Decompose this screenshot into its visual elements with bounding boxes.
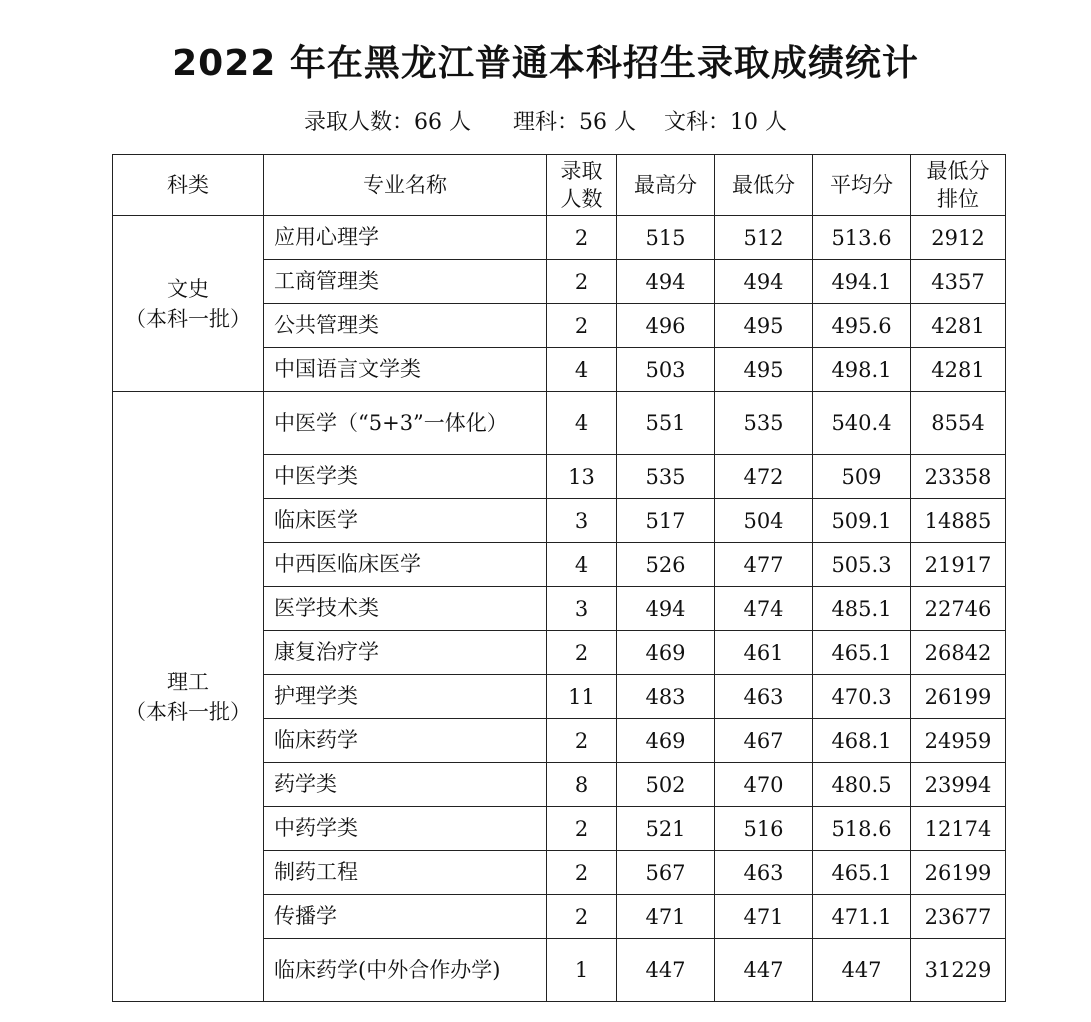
min-score-cell: 467 — [715, 719, 813, 763]
major-cell: 传播学 — [264, 895, 547, 939]
min-rank-cell: 22746 — [911, 587, 1006, 631]
max-score-cell: 502 — [617, 763, 715, 807]
admitted-cell: 8 — [547, 763, 617, 807]
avg-score-cell: 480.5 — [813, 763, 911, 807]
avg-score-cell: 485.1 — [813, 587, 911, 631]
max-score-cell: 521 — [617, 807, 715, 851]
min-rank-cell: 23358 — [911, 455, 1006, 499]
table-body — [113, 216, 1006, 1002]
avg-score-cell: 505.3 — [813, 543, 911, 587]
admitted-cell: 11 — [547, 675, 617, 719]
max-score-cell: 551 — [617, 392, 715, 455]
min-rank-cell: 12174 — [911, 807, 1006, 851]
avg-score-cell: 468.1 — [813, 719, 911, 763]
header-min-rank: 最低分排位 — [911, 155, 1006, 216]
category-cell: 文史 （本科一批） — [113, 216, 264, 392]
avg-score-cell: 494.1 — [813, 260, 911, 304]
max-score-cell: 483 — [617, 675, 715, 719]
max-score-cell: 496 — [617, 304, 715, 348]
admitted-cell: 13 — [547, 455, 617, 499]
admitted-cell: 2 — [547, 851, 617, 895]
table-row — [113, 392, 1006, 455]
max-score-cell: 469 — [617, 719, 715, 763]
avg-score-cell: 495.6 — [813, 304, 911, 348]
avg-score-cell: 513.6 — [813, 216, 911, 260]
avg-score-cell: 447 — [813, 939, 911, 1002]
page-title: 2022 年在黑龙江普通本科招生录取成绩统计 — [172, 43, 919, 84]
min-score-cell: 447 — [715, 939, 813, 1002]
min-rank-cell: 21917 — [911, 543, 1006, 587]
major-cell: 制药工程 — [264, 851, 547, 895]
min-rank-cell: 23994 — [911, 763, 1006, 807]
header-min-score: 最低分 — [715, 155, 813, 216]
min-rank-cell: 2912 — [911, 216, 1006, 260]
min-score-cell: 463 — [715, 675, 813, 719]
max-score-cell: 447 — [617, 939, 715, 1002]
admission-summary: 录取人数：66 人 理科：56 人 文科：10 人 — [304, 110, 787, 135]
avg-score-cell: 471.1 — [813, 895, 911, 939]
min-score-cell: 535 — [715, 392, 813, 455]
min-rank-cell: 26199 — [911, 675, 1006, 719]
major-cell: 应用心理学 — [264, 216, 547, 260]
header-max-score: 最高分 — [617, 155, 715, 216]
admitted-cell: 4 — [547, 348, 617, 392]
major-cell: 医学技术类 — [264, 587, 547, 631]
major-cell: 药学类 — [264, 763, 547, 807]
min-rank-cell: 31229 — [911, 939, 1006, 1002]
min-score-cell: 470 — [715, 763, 813, 807]
min-score-cell: 504 — [715, 499, 813, 543]
max-score-cell: 535 — [617, 455, 715, 499]
admitted-cell: 1 — [547, 939, 617, 1002]
max-score-cell: 494 — [617, 587, 715, 631]
max-score-cell: 515 — [617, 216, 715, 260]
min-rank-cell: 4357 — [911, 260, 1006, 304]
major-cell: 工商管理类 — [264, 260, 547, 304]
avg-score-cell: 498.1 — [813, 348, 911, 392]
major-cell: 中医学类 — [264, 455, 547, 499]
max-score-cell: 494 — [617, 260, 715, 304]
min-score-cell: 474 — [715, 587, 813, 631]
min-score-cell: 472 — [715, 455, 813, 499]
avg-score-cell: 518.6 — [813, 807, 911, 851]
table-header-row — [113, 155, 1006, 216]
min-score-cell: 512 — [715, 216, 813, 260]
major-cell: 康复治疗学 — [264, 631, 547, 675]
max-score-cell: 526 — [617, 543, 715, 587]
max-score-cell: 517 — [617, 499, 715, 543]
min-rank-cell: 4281 — [911, 304, 1006, 348]
min-score-cell: 477 — [715, 543, 813, 587]
major-cell: 中西医临床医学 — [264, 543, 547, 587]
major-cell: 临床药学(中外合作办学) — [264, 939, 547, 1002]
major-cell: 中医学（“5+3”一体化） — [264, 392, 547, 455]
header-avg-score: 平均分 — [813, 155, 911, 216]
admitted-cell: 2 — [547, 260, 617, 304]
min-score-cell: 495 — [715, 304, 813, 348]
header-category: 科类 — [113, 155, 264, 216]
major-cell: 临床医学 — [264, 499, 547, 543]
major-cell: 中国语言文学类 — [264, 348, 547, 392]
min-score-cell: 494 — [715, 260, 813, 304]
header-admitted: 录取人数 — [547, 155, 617, 216]
major-cell: 临床药学 — [264, 719, 547, 763]
min-rank-cell: 23677 — [911, 895, 1006, 939]
admitted-cell: 3 — [547, 499, 617, 543]
max-score-cell: 567 — [617, 851, 715, 895]
min-score-cell: 516 — [715, 807, 813, 851]
admitted-cell: 3 — [547, 587, 617, 631]
max-score-cell: 469 — [617, 631, 715, 675]
admission-score-table — [112, 154, 1006, 1002]
major-cell: 公共管理类 — [264, 304, 547, 348]
header-major: 专业名称 — [264, 155, 547, 216]
max-score-cell: 503 — [617, 348, 715, 392]
min-rank-cell: 8554 — [911, 392, 1006, 455]
avg-score-cell: 509.1 — [813, 499, 911, 543]
admitted-cell: 4 — [547, 543, 617, 587]
admitted-cell: 4 — [547, 392, 617, 455]
max-score-cell: 471 — [617, 895, 715, 939]
admitted-cell: 2 — [547, 631, 617, 675]
major-cell: 中药学类 — [264, 807, 547, 851]
admitted-cell: 2 — [547, 895, 617, 939]
min-rank-cell: 24959 — [911, 719, 1006, 763]
avg-score-cell: 509 — [813, 455, 911, 499]
avg-score-cell: 470.3 — [813, 675, 911, 719]
min-score-cell: 463 — [715, 851, 813, 895]
min-score-cell: 495 — [715, 348, 813, 392]
min-score-cell: 471 — [715, 895, 813, 939]
min-score-cell: 461 — [715, 631, 813, 675]
min-rank-cell: 26199 — [911, 851, 1006, 895]
avg-score-cell: 465.1 — [813, 851, 911, 895]
min-rank-cell: 14885 — [911, 499, 1006, 543]
min-rank-cell: 26842 — [911, 631, 1006, 675]
category-cell: 理工 （本科一批） — [113, 392, 264, 1002]
admitted-cell: 2 — [547, 807, 617, 851]
avg-score-cell: 465.1 — [813, 631, 911, 675]
avg-score-cell: 540.4 — [813, 392, 911, 455]
admitted-cell: 2 — [547, 304, 617, 348]
admitted-cell: 2 — [547, 719, 617, 763]
major-cell: 护理学类 — [264, 675, 547, 719]
table-row — [113, 216, 1006, 260]
admitted-cell: 2 — [547, 216, 617, 260]
min-rank-cell: 4281 — [911, 348, 1006, 392]
